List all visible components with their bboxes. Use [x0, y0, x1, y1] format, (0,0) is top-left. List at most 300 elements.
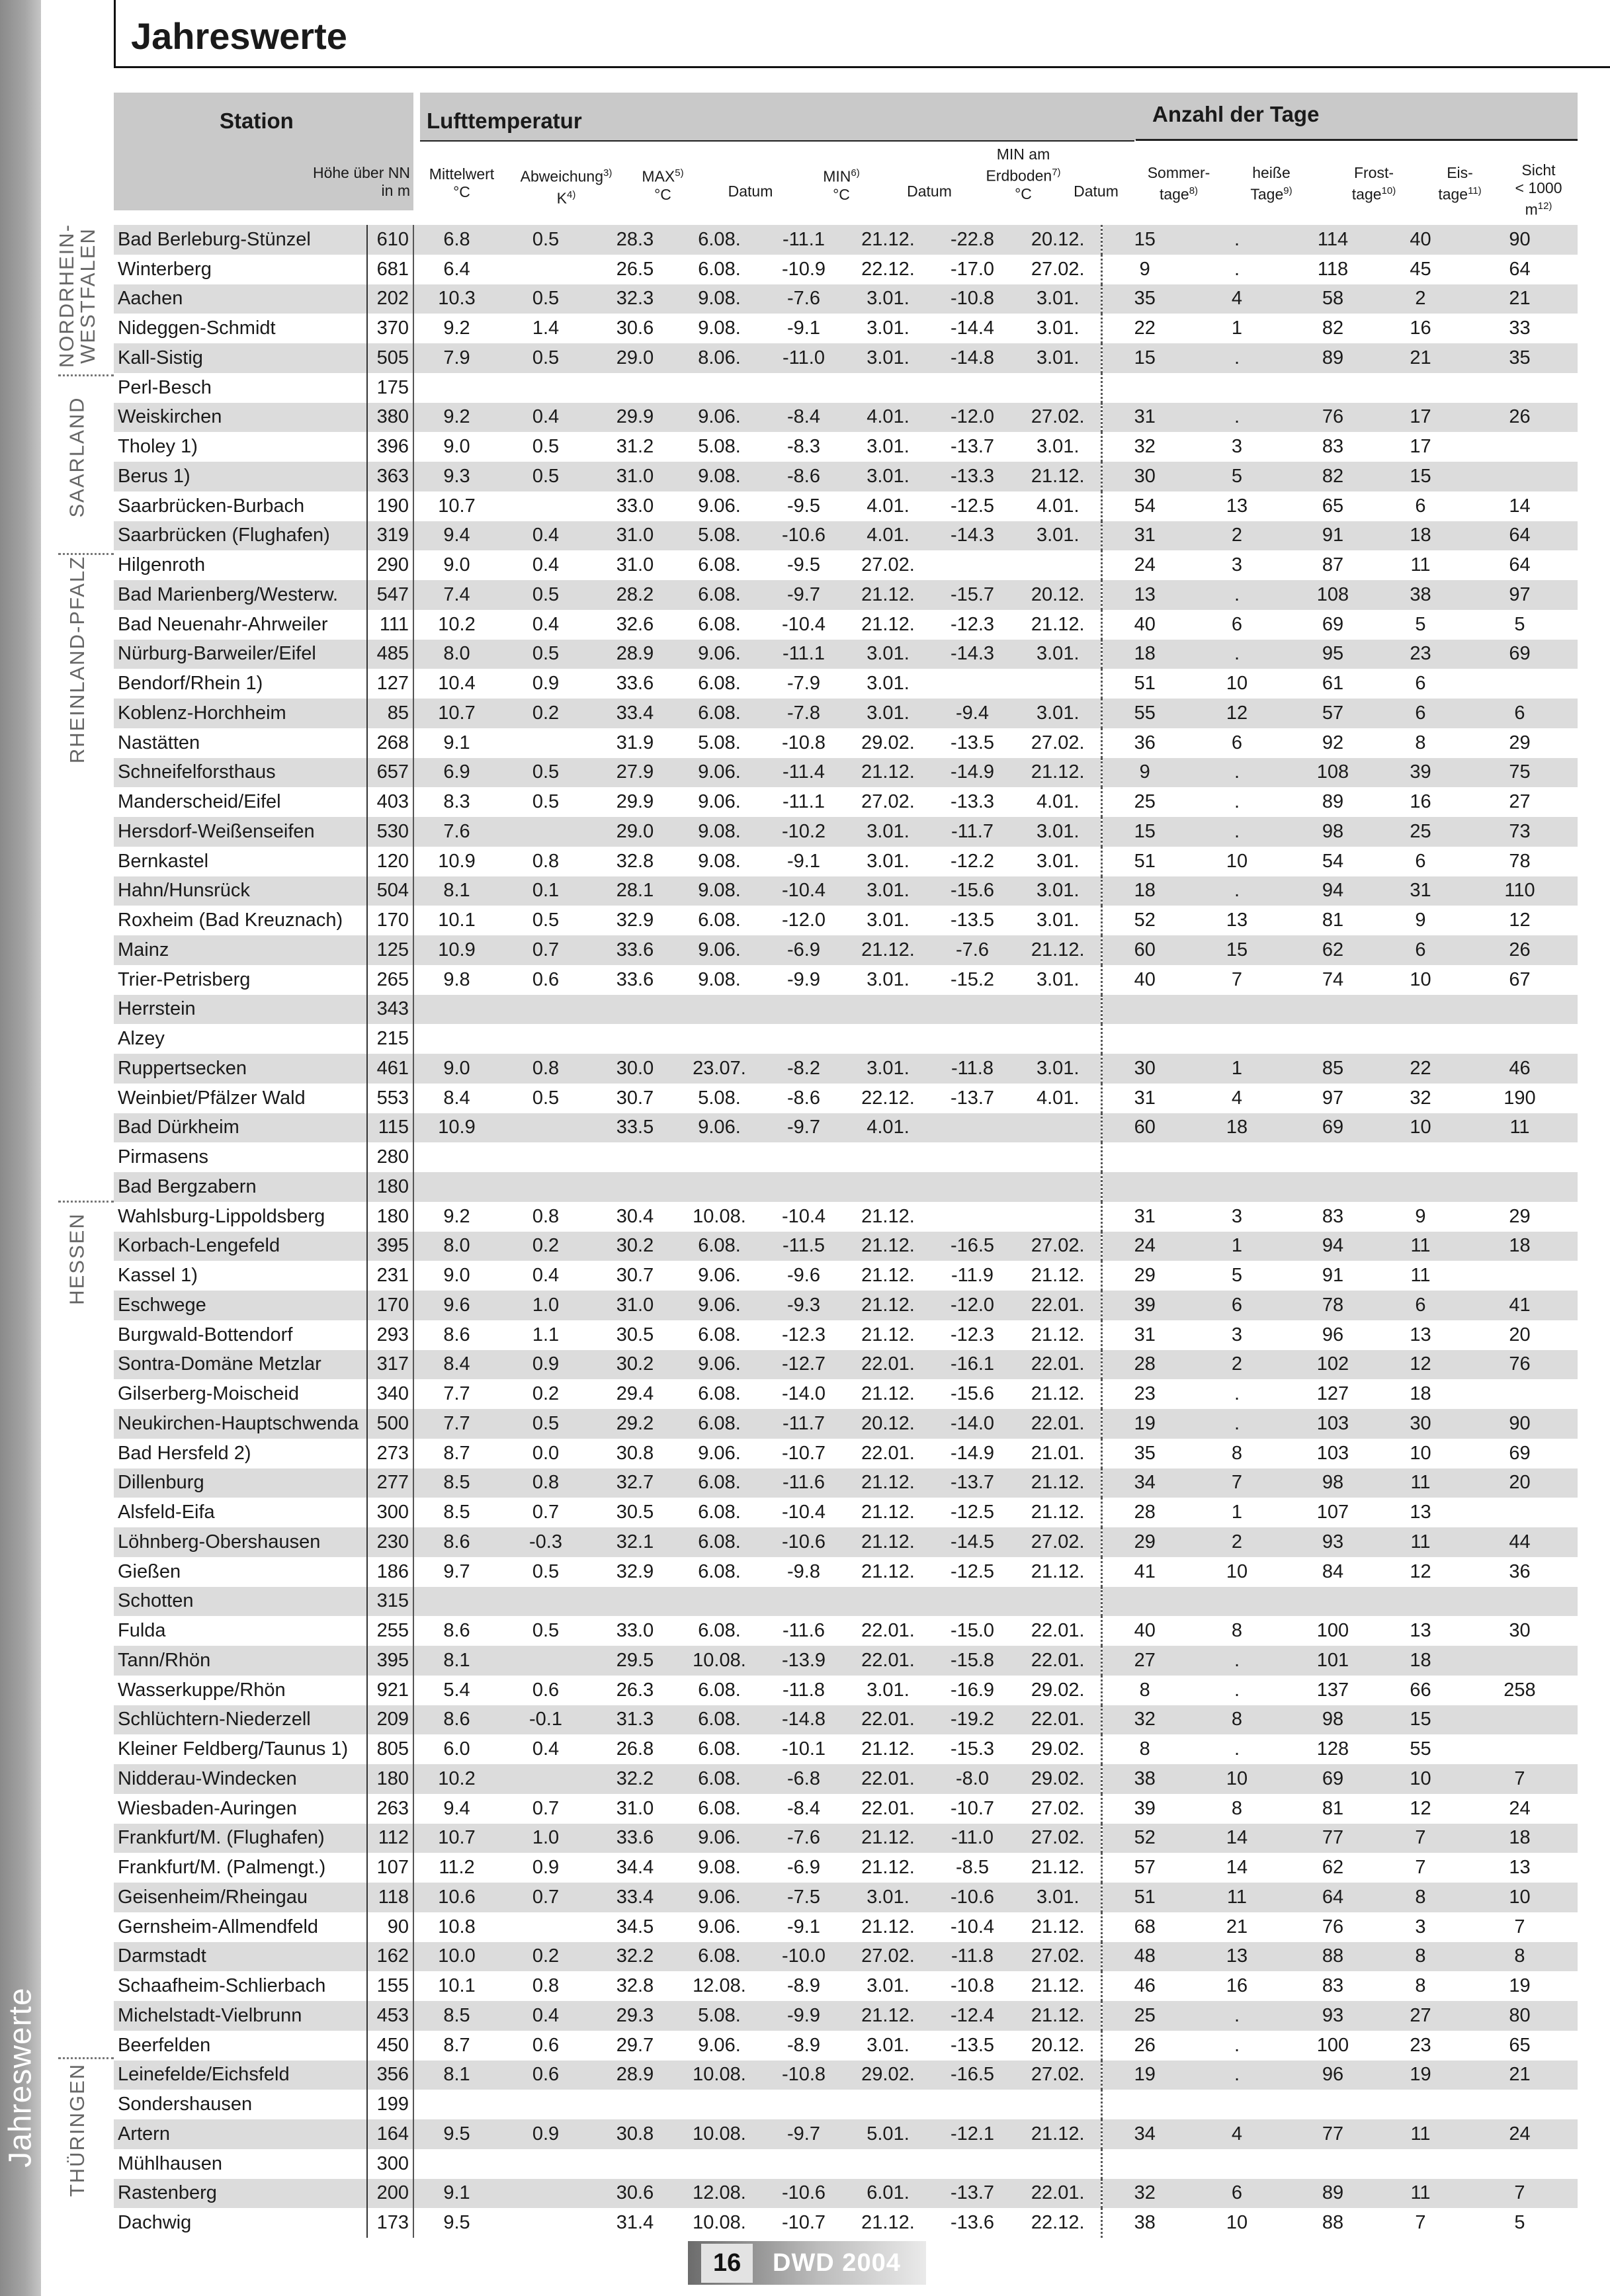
station-cell: Bad Hersfeld 2): [114, 1439, 367, 1468]
min-cell: [761, 1142, 847, 1172]
erdboden-datum-cell: [1015, 1202, 1101, 1232]
erdboden-datum-cell: 22.01.: [1015, 1409, 1101, 1439]
max-datum-cell: 9.08.: [698, 850, 741, 872]
min-datum-cell: 21.12.: [847, 1468, 929, 1498]
max-cell: 32.8: [616, 850, 654, 872]
max-datum-cell: 9.08.: [678, 876, 761, 906]
max-datum-cell: 6.08.: [678, 699, 761, 728]
hoehe-cell: 547: [367, 580, 413, 610]
max-cell: 33.6: [592, 1824, 678, 1853]
max-cell: [592, 373, 678, 403]
heisse-tage-cell: 6: [1187, 2179, 1287, 2209]
mittelwert-cell: 8.1: [413, 1646, 499, 1676]
hoehe-cell: 315: [367, 1587, 413, 1617]
max-cell: 32.9: [616, 910, 654, 931]
min-datum-cell: 21.12.: [861, 1265, 915, 1287]
hoehe-cell: 805: [367, 1734, 413, 1764]
min-cell: -7.5: [761, 1883, 847, 1912]
station-cell: Bad Bergzabern: [114, 1172, 367, 1202]
abweichung-cell: 0.1: [499, 876, 592, 906]
eistage-cell: 6: [1415, 850, 1426, 872]
max-cell: 28.2: [592, 580, 678, 610]
station-cell: Frankfurt/M. (Flughafen): [114, 1824, 367, 1853]
max-datum-cell: 6.08.: [678, 1527, 761, 1557]
station-cell: Artern: [114, 2119, 367, 2149]
mittelwert-cell: [413, 1587, 499, 1617]
min-erdboden-cell: -13.7: [929, 2179, 1015, 2209]
station-cell: Winterberg: [114, 255, 367, 284]
table-row: [114, 1824, 1578, 1853]
table-row: [114, 1676, 1578, 1705]
min-cell: -8.4: [787, 1797, 820, 1819]
abweichung-cell: 0.4: [499, 521, 592, 551]
max-datum-cell: 6.08.: [698, 554, 741, 576]
sicht-cell: [1462, 669, 1578, 699]
min-datum-cell: 21.12.: [861, 1857, 915, 1879]
max-datum-cell: 6.08.: [678, 225, 761, 255]
table-row: [114, 876, 1578, 906]
min-erdboden-cell: -13.6: [950, 2212, 995, 2234]
frosttage-cell: 87: [1322, 554, 1344, 576]
eistage-cell: 11: [1410, 1265, 1431, 1287]
frosttage-cell: [1287, 1587, 1379, 1617]
heisse-tage-cell: [1187, 2090, 1287, 2119]
eistage-cell: 13: [1410, 1620, 1431, 1642]
heisse-tage-cell: 14: [1187, 1824, 1287, 1853]
min-cell: -9.8: [787, 1560, 820, 1582]
hoehe-cell: 231: [367, 1261, 413, 1291]
table-row: [114, 1912, 1578, 1942]
heisse-tage-cell: 2: [1187, 521, 1287, 551]
min-datum-cell: 21.12.: [861, 1916, 915, 1937]
region-thueringen: THÜRINGEN: [65, 2062, 89, 2197]
abweichung-cell: 0.9: [532, 1857, 560, 1879]
max-cell: [592, 1024, 678, 1054]
sicht-cell: 69: [1509, 1442, 1531, 1464]
hoehe-cell: 202: [367, 284, 413, 314]
sicht-cell: 8: [1462, 1942, 1578, 1972]
eistage-cell: 12: [1410, 1560, 1431, 1582]
max-cell: 30.5: [616, 1502, 654, 1523]
side-label: Jahreswerte: [3, 1986, 38, 2168]
abweichung-cell: [499, 1024, 592, 1054]
frosttage-cell: 101: [1287, 1646, 1379, 1676]
eistage-cell: 55: [1410, 1738, 1431, 1760]
erdboden-datum-cell: 27.02.: [1015, 1232, 1101, 1261]
station-cell: Gilserberg-Moischeid: [114, 1379, 367, 1409]
sommertage-cell: 15: [1101, 817, 1187, 847]
heisse-tage-cell: 3: [1231, 436, 1243, 458]
frosttage-cell: 88: [1322, 2212, 1344, 2234]
heisse-tage-cell: .: [1187, 403, 1287, 433]
min-erdboden-cell: -12.3: [950, 1324, 995, 1345]
sicht-cell: 65: [1509, 2034, 1531, 2056]
max-datum-cell: [678, 1024, 761, 1054]
heisse-tage-cell: 6: [1231, 732, 1243, 753]
eistage-cell: 23: [1379, 640, 1462, 669]
station-cell: Berus 1): [114, 462, 367, 491]
sommertage-cell: 24: [1101, 1232, 1187, 1261]
min-datum-cell: 21.12.: [861, 2212, 915, 2234]
table-row: [114, 1557, 1578, 1587]
max-cell: 29.0: [592, 343, 678, 373]
mittelwert-cell: 5.4: [443, 1679, 470, 1701]
min-cell: -9.5: [787, 495, 820, 517]
min-datum-cell: 3.01.: [867, 2034, 910, 2056]
max-datum-cell: 9.08.: [698, 1857, 741, 1879]
sicht-cell: 64: [1509, 258, 1531, 280]
hoehe-cell: 170: [367, 906, 413, 935]
max-cell: 30.4: [616, 1205, 654, 1227]
frosttage-header: Frost- tage$^{10)}$: [1351, 164, 1396, 203]
erdboden-datum-cell: 21.12.: [1015, 1498, 1101, 1527]
min-cell: -10.1: [781, 1738, 826, 1760]
eistage-cell: 13: [1410, 1324, 1431, 1345]
max-datum-cell: 12.08.: [678, 2179, 761, 2209]
max-header: MAX$^{5)}$ °C: [642, 167, 684, 203]
max-cell: [592, 2090, 678, 2119]
abweichung-cell: 0.5: [532, 791, 560, 813]
region-hessen: HESSEN: [65, 1212, 89, 1305]
table-row: [114, 1202, 1578, 1232]
frosttage-cell: 84: [1322, 1560, 1344, 1582]
eistage-cell: [1379, 2090, 1462, 2119]
station-cell: Weiskirchen: [114, 403, 367, 433]
heisse-tage-cell: .: [1234, 1383, 1240, 1405]
eistage-cell: 10: [1410, 1442, 1431, 1464]
table-row: [114, 2061, 1578, 2090]
min-erdboden-cell: -12.2: [950, 850, 995, 872]
mittelwert-cell: 8.7: [443, 1442, 470, 1464]
frosttage-cell: [1287, 1024, 1379, 1054]
sommertage-cell: 31: [1134, 1205, 1156, 1227]
sicht-cell: 11: [1462, 1113, 1578, 1143]
heisse-tage-cell: .: [1234, 258, 1240, 280]
station-cell: Schneifelforsthaus: [114, 758, 367, 788]
hoehe-cell: 85: [367, 699, 413, 728]
min-datum-cell: 3.01.: [867, 910, 910, 931]
hoehe-cell: 90: [367, 1912, 413, 1942]
min-cell: -10.7: [781, 2212, 826, 2234]
sicht-cell: 13: [1509, 1857, 1531, 1879]
min-erdboden-cell: -10.4: [950, 1916, 995, 1937]
hoehe-cell: 125: [367, 935, 413, 965]
mittelwert-cell: 9.5: [443, 2212, 470, 2234]
hoehe-cell: 111: [367, 610, 413, 640]
hoehe-cell: 209: [367, 1705, 413, 1735]
erdboden-datum-cell: 27.02.: [1015, 1824, 1101, 1853]
sicht-cell: 80: [1462, 2001, 1578, 2031]
max-cell: [592, 1587, 678, 1617]
min-datum-cell: 21.12.: [861, 613, 915, 635]
station-cell: Sondershausen: [114, 2090, 367, 2119]
min-erdboden-cell: -16.5: [929, 1232, 1015, 1261]
frosttage-cell: 82: [1322, 318, 1344, 339]
abweichung-cell: 0.8: [499, 1468, 592, 1498]
mittelwert-cell: 10.2: [438, 613, 476, 635]
frosttage-cell: 93: [1287, 2001, 1379, 2031]
max-datum-cell: 9.06.: [698, 2034, 741, 2056]
max-cell: 30.8: [592, 2119, 678, 2149]
table-row: [114, 669, 1578, 699]
min-erdboden-cell: [929, 1172, 1015, 1202]
eistage-cell: 5: [1415, 613, 1426, 635]
frosttage-cell: 77: [1287, 2119, 1379, 2149]
eistage-cell: 13: [1410, 1502, 1431, 1523]
hoehe-cell: 396: [367, 432, 413, 462]
table-row: [114, 847, 1578, 876]
heisse-tage-cell: 8: [1231, 1620, 1243, 1642]
min-erdboden-cell: [929, 995, 1015, 1025]
sommertage-cell: 19: [1101, 2061, 1187, 2090]
sommertage-cell: 9: [1101, 758, 1187, 788]
hoehe-cell: 118: [367, 1883, 413, 1912]
min-datum-cell: 3.01.: [847, 640, 929, 669]
heisse-tage-cell: 3: [1231, 1205, 1243, 1227]
table-row: [114, 1084, 1578, 1113]
min-datum-cell: 21.12.: [861, 1383, 915, 1405]
table-row: [114, 491, 1578, 521]
table-row: [114, 403, 1578, 433]
min-cell: -9.5: [787, 554, 820, 576]
max-cell: 29.3: [592, 2001, 678, 2031]
erdboden-datum-cell: 4.01.: [1015, 491, 1101, 521]
min-cell: [761, 373, 847, 403]
table-row: [114, 225, 1578, 255]
erdboden-datum-cell: 21.12.: [1015, 1379, 1101, 1409]
title-rule-vertical: [114, 0, 116, 67]
heisse-tage-cell: [1187, 995, 1287, 1025]
min-cell: -8.6: [787, 1087, 820, 1109]
table-row: [114, 580, 1578, 610]
hoehe-cell: 215: [367, 1024, 413, 1054]
mittelwert-cell: 10.7: [438, 495, 476, 517]
mittelwert-cell: [413, 1172, 499, 1202]
table-row: [114, 1054, 1578, 1084]
eistage-cell: 40: [1379, 225, 1462, 255]
table-row: [114, 1498, 1578, 1527]
hoehe-cell: 155: [367, 1971, 413, 2001]
erdboden-datum-cell: [1015, 1142, 1101, 1172]
sicht-cell: 6: [1462, 699, 1578, 728]
station-cell: Michelstadt-Vielbrunn: [114, 2001, 367, 2031]
erdboden-datum-cell: 3.01.: [1015, 432, 1101, 462]
abweichung-cell: 0.7: [532, 1502, 560, 1523]
eistage-cell: 7: [1379, 1824, 1462, 1853]
erdboden-datum-cell: 20.12.: [1015, 580, 1101, 610]
table-row: [114, 1261, 1578, 1291]
frosttage-cell: 94: [1287, 1232, 1379, 1261]
min-cell: -9.7: [761, 2119, 847, 2149]
station-cell: Nidderau-Windecken: [114, 1764, 367, 1794]
title-rule-horizontal: [114, 66, 1610, 68]
erdboden-datum-cell: 3.01.: [1015, 847, 1101, 876]
station-cell: Fulda: [114, 1616, 367, 1646]
max-datum-cell: 6.08.: [698, 673, 741, 695]
mittelwert-cell: 9.7: [443, 1560, 470, 1582]
mittelwert-cell: 9.6: [413, 1291, 499, 1320]
max-datum-cell: 9.06.: [678, 1824, 761, 1853]
max-cell: 29.2: [592, 1409, 678, 1439]
sicht-cell: 24: [1509, 1797, 1531, 1819]
min-cell: -10.4: [781, 1205, 826, 1227]
sicht-cell: [1462, 462, 1578, 491]
heisse-tage-cell: 13: [1226, 910, 1248, 931]
sommertage-cell: [1101, 373, 1187, 403]
sicht-cell: 27: [1509, 791, 1531, 813]
eistage-cell: 17: [1379, 403, 1462, 433]
frosttage-cell: 93: [1287, 1527, 1379, 1557]
min-erdboden-cell: -11.8: [929, 1942, 1015, 1972]
region-divider: [58, 553, 114, 555]
min-datum-cell: 27.02.: [861, 791, 915, 813]
station-cell: Hahn/Hunsrück: [114, 876, 367, 906]
min-cell: -11.1: [783, 791, 825, 813]
mittelwert-cell: 10.3: [413, 284, 499, 314]
frosttage-cell: 98: [1287, 1705, 1379, 1735]
min-datum-cell: 3.01.: [867, 1679, 910, 1701]
erdboden-datum-cell: 22.01.: [1015, 1646, 1101, 1676]
sicht-cell: [1462, 1261, 1578, 1291]
hoehe-cell: 343: [367, 995, 413, 1025]
min-erdboden-cell: -15.2: [950, 968, 995, 990]
hoehe-cell: 200: [367, 2179, 413, 2209]
abweichung-cell: 0.9: [499, 1350, 592, 1380]
max-datum-cell: [678, 995, 761, 1025]
abweichung-cell: 0.5: [499, 462, 592, 491]
station-cell: Schotten: [114, 1587, 367, 1617]
abweichung-cell: -0.1: [499, 1705, 592, 1735]
hoehe-cell: 255: [367, 1616, 413, 1646]
table-row: [114, 1734, 1578, 1764]
hoehe-cell: 505: [367, 343, 413, 373]
sommertage-cell: 22: [1134, 318, 1156, 339]
min-erdboden-cell: -8.0: [929, 1764, 1015, 1794]
station-cell: Weinbiet/Pfälzer Wald: [114, 1084, 367, 1113]
max-cell: 31.0: [616, 1797, 654, 1819]
hoehe-cell: 657: [367, 758, 413, 788]
min-erdboden-cell: -14.4: [950, 318, 995, 339]
sommertage-cell: 31: [1134, 1324, 1156, 1345]
min-datum-cell: [847, 1587, 929, 1617]
frosttage-cell: 103: [1316, 1442, 1349, 1464]
min-cell: -8.6: [761, 462, 847, 491]
min-cell: -6.8: [761, 1764, 847, 1794]
erdboden-datum-cell: 27.02.: [1015, 2061, 1101, 2090]
frosttage-cell: 102: [1287, 1350, 1379, 1380]
min-erdboden-cell: [929, 669, 1015, 699]
eistage-cell: 6: [1379, 935, 1462, 965]
sicht-cell: 20: [1462, 1468, 1578, 1498]
eistage-cell: [1379, 1587, 1462, 1617]
max-cell: 30.5: [616, 1324, 654, 1345]
mittelwert-cell: 9.5: [413, 2119, 499, 2149]
sicht-cell: 67: [1509, 968, 1531, 990]
mittelwert-cell: 9.2: [413, 403, 499, 433]
min-erdboden-cell: -13.7: [929, 1468, 1015, 1498]
min-cell: -10.8: [761, 2061, 847, 2090]
max-cell: 30.6: [616, 318, 654, 339]
min-datum-cell: 27.02.: [847, 1942, 929, 1972]
eistage-cell: [1379, 1142, 1462, 1172]
min-erdboden-cell: -10.8: [950, 1975, 995, 1997]
sicht-cell: [1462, 432, 1578, 462]
min-cell: -11.7: [761, 1409, 847, 1439]
hoehe-cell: 277: [367, 1468, 413, 1498]
max-cell: 30.7: [616, 1087, 654, 1109]
abweichung-cell: 0.5: [532, 910, 560, 931]
max-cell: 26.5: [616, 258, 654, 280]
max-cell: 30.7: [616, 1265, 654, 1287]
table-row: [114, 1409, 1578, 1439]
erdboden-datum-cell: [1015, 2149, 1101, 2179]
max-datum-cell: 5.08.: [698, 1087, 741, 1109]
station-cell: Nürburg-Barweiler/Eifel: [114, 640, 367, 669]
eistage-cell: 11: [1410, 554, 1431, 576]
erdboden-datum-cell: 27.02.: [1015, 728, 1101, 758]
hoehe-cell: 115: [367, 1113, 413, 1143]
sicht-cell: 36: [1509, 1560, 1531, 1582]
frosttage-cell: 127: [1316, 1383, 1349, 1405]
abweichung-cell: [499, 1113, 592, 1143]
sicht-cell: 46: [1462, 1054, 1578, 1084]
station-cell: Beerfelden: [114, 2031, 367, 2061]
min-datum-cell: 4.01.: [847, 1113, 929, 1143]
hoehe-cell: 120: [367, 847, 413, 876]
min-datum-cell: 4.01.: [847, 403, 929, 433]
mittelwert-cell: 11.2: [439, 1857, 475, 1879]
erdboden-datum-cell: 3.01.: [1015, 699, 1101, 728]
max-cell: 31.3: [592, 1705, 678, 1735]
mittelwert-cell: [413, 1024, 499, 1054]
region-divider: [58, 374, 114, 376]
max-cell: 34.5: [616, 1916, 654, 1937]
frosttage-cell: 100: [1316, 2034, 1349, 2056]
sommertage-cell: 38: [1101, 1764, 1187, 1794]
max-datum-cell: [678, 1172, 761, 1202]
table-row: [114, 787, 1578, 817]
min-datum-cell: 3.01.: [867, 318, 910, 339]
sicht-cell: 5: [1514, 2212, 1525, 2234]
min-erdboden-cell: -13.3: [950, 791, 995, 813]
frosttage-cell: 114: [1287, 225, 1379, 255]
sicht-cell: 75: [1462, 758, 1578, 788]
max-datum-cell: 8.06.: [678, 343, 761, 373]
min-erdboden-cell: -8.5: [956, 1857, 989, 1879]
abweichung-cell: 0.2: [532, 1383, 560, 1405]
mittelwert-cell: 8.7: [443, 2034, 470, 2056]
max-cell: 33.6: [616, 673, 654, 695]
frosttage-cell: 98: [1287, 817, 1379, 847]
station-cell: Leinefelde/Eichsfeld: [114, 2061, 367, 2090]
min-datum-cell: [847, 1172, 929, 1202]
erdboden-datum-cell: 4.01.: [1015, 787, 1101, 817]
min-cell: -9.9: [787, 968, 820, 990]
heisse-tage-cell: 2: [1187, 1527, 1287, 1557]
max-datum-cell: 6.08.: [698, 1324, 741, 1345]
max-cell: 33.4: [592, 1883, 678, 1912]
min-erdboden-cell: -19.2: [929, 1705, 1015, 1735]
min-datum-cell: 3.01.: [847, 343, 929, 373]
sicht-cell: [1462, 1379, 1578, 1409]
min-erdboden-cell: -14.9: [950, 1442, 995, 1464]
heisse-tage-cell: [1187, 2149, 1287, 2179]
min-erdboden-cell: -9.4: [929, 699, 1015, 728]
sicht-cell: 110: [1462, 876, 1578, 906]
table-row: [114, 2090, 1578, 2119]
sommertage-cell: 57: [1134, 1857, 1156, 1879]
min-datum-cell: 21.12.: [847, 2001, 929, 2031]
